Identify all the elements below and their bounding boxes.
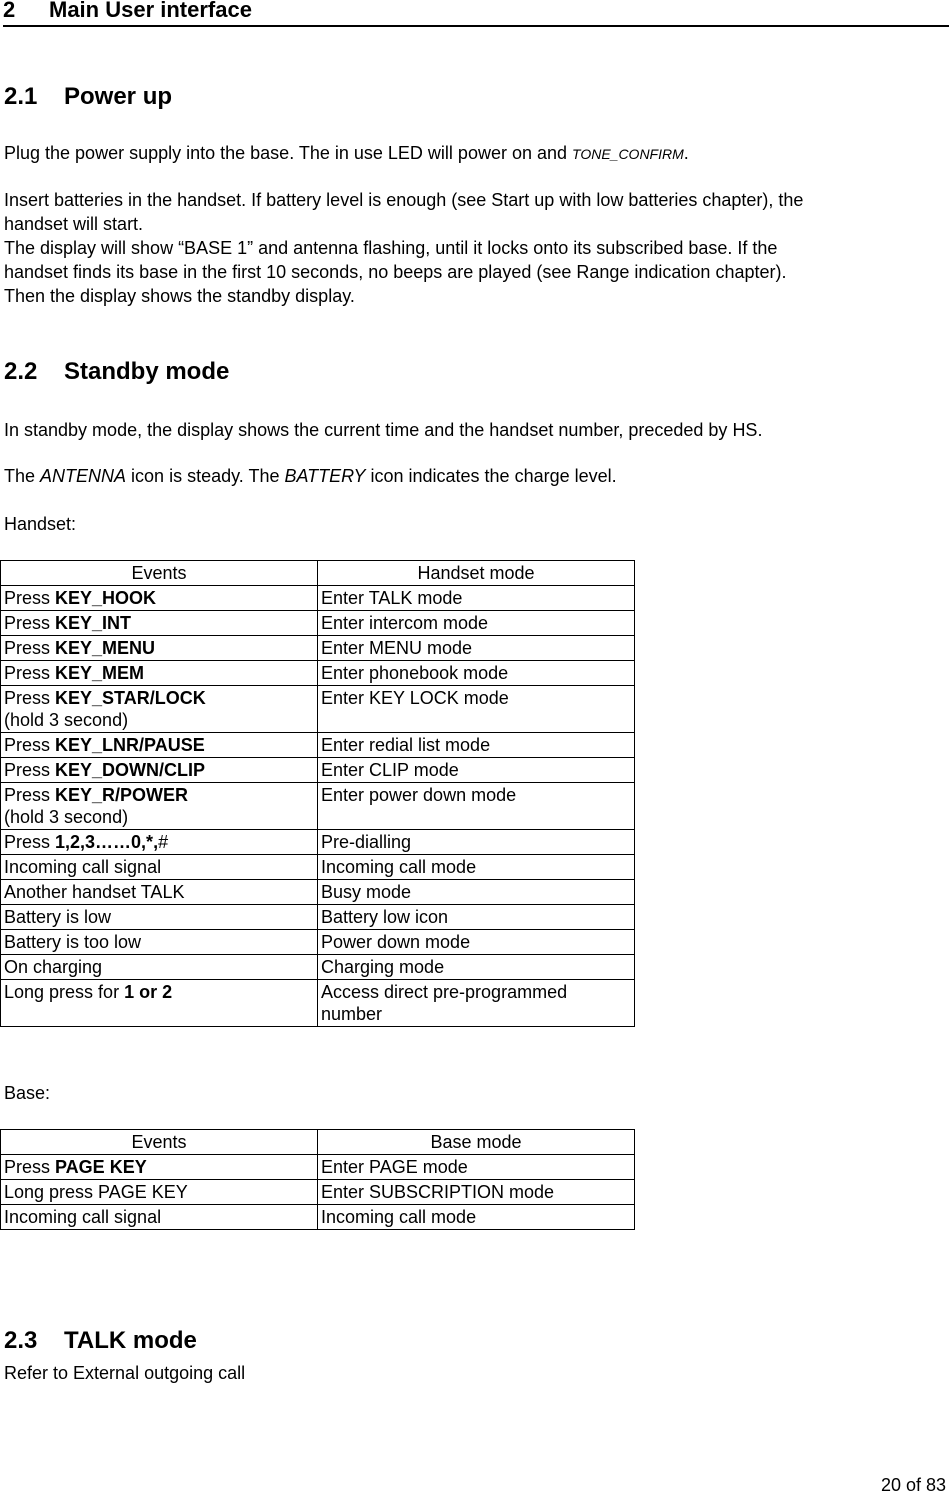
event-prefix: Press — [4, 1157, 56, 1177]
event-note: (hold 3 second) — [4, 710, 129, 730]
power-up-paragraph-2 — [4, 188, 803, 308]
mode-cell: Enter phonebook mode — [318, 661, 635, 686]
paragraph-line: Insert batteries in the handset. If battery level is enough (see Start up with low batteries chapter), the — [4, 190, 804, 210]
event-suffix: # — [158, 832, 169, 852]
event-cell — [1, 880, 318, 905]
table-row — [1, 855, 635, 880]
event-cell — [1, 733, 318, 758]
event-prefix: Press — [4, 688, 56, 708]
event-bold: KEY_HOOK — [55, 588, 157, 608]
mode-cell: Enter CLIP mode — [318, 758, 635, 783]
event-prefix: Incoming call signal — [4, 857, 162, 877]
event-cell — [1, 783, 318, 830]
chapter-number: 2 — [3, 0, 16, 22]
event-bold: KEY_R/POWER — [55, 785, 189, 805]
table-row — [1, 880, 635, 905]
paragraph-text: icon indicates the charge level. — [365, 466, 617, 486]
section-title: TALK mode — [64, 1327, 197, 1354]
mode-cell: Enter intercom mode — [318, 611, 635, 636]
table-row — [1, 905, 635, 930]
event-cell — [1, 905, 318, 930]
table-row — [1, 661, 635, 686]
event-bold: KEY_MEM — [55, 663, 145, 683]
event-prefix: Press — [4, 638, 56, 658]
event-bold: 1 or 2 — [124, 982, 173, 1002]
paragraph-line: The display will show “BASE 1” and antenna flashing, until it locks onto its subscribed base. If the — [4, 238, 778, 258]
mode-cell: Power down mode — [318, 930, 635, 955]
base-events-table — [0, 1129, 635, 1230]
section-number: 2.3 — [4, 1327, 38, 1354]
event-cell — [1, 980, 318, 1027]
section-heading-talk-mode — [4, 1327, 197, 1355]
event-cell — [1, 1205, 318, 1230]
section-number: 2.1 — [4, 83, 38, 110]
event-cell — [1, 1155, 318, 1180]
mode-cell: Enter PAGE mode — [318, 1155, 635, 1180]
event-cell — [1, 758, 318, 783]
event-note: (hold 3 second) — [4, 807, 129, 827]
event-prefix: Another handset TALK — [4, 882, 185, 902]
table-row — [1, 611, 635, 636]
paragraph-end: . — [683, 143, 689, 163]
event-cell — [1, 636, 318, 661]
event-prefix: Incoming call signal — [4, 1207, 162, 1227]
section-number: 2.2 — [4, 358, 38, 385]
paragraph-line: Then the display shows the standby display. — [4, 286, 355, 306]
paragraph-text: The — [4, 466, 41, 486]
handset-events-table — [0, 560, 635, 1027]
event-prefix: Long press PAGE KEY — [4, 1182, 188, 1202]
event-cell — [1, 586, 318, 611]
event-prefix: Press — [4, 735, 56, 755]
section-heading-power-up — [4, 83, 172, 111]
table-row — [1, 930, 635, 955]
mode-cell: Access direct pre-programmed number — [318, 980, 635, 1027]
paragraph-text: Plug the power supply into the base. The in use LED will power on and — [4, 143, 573, 163]
tone-confirm-term: TONE_CONFIRM — [572, 146, 684, 162]
event-prefix: Press — [4, 588, 56, 608]
column-header-handset-mode: Handset mode — [318, 561, 635, 586]
column-header-events: Events — [1, 1130, 318, 1155]
standby-paragraph-1: In standby mode, the display shows the current time and the handset number, preceded by HS. — [4, 420, 763, 440]
event-prefix: Long press for — [4, 982, 125, 1002]
event-cell — [1, 955, 318, 980]
mode-cell: Incoming call mode — [318, 855, 635, 880]
event-bold: PAGE KEY — [55, 1157, 147, 1177]
event-prefix: Press — [4, 613, 56, 633]
table-header-row — [1, 561, 635, 586]
antenna-term: ANTENNA — [40, 466, 127, 486]
standby-paragraph-2 — [4, 464, 617, 488]
mode-cell: Battery low icon — [318, 905, 635, 930]
table-row — [1, 955, 635, 980]
paragraph-line: handset will start. — [4, 214, 144, 234]
mode-cell: Enter power down mode — [318, 783, 635, 830]
event-bold: KEY_STAR/LOCK — [55, 688, 206, 708]
table-row — [1, 733, 635, 758]
event-bold: KEY_LNR/PAUSE — [55, 735, 205, 755]
mode-cell: Charging mode — [318, 955, 635, 980]
table-row — [1, 758, 635, 783]
event-prefix: Press — [4, 760, 56, 780]
table-row — [1, 1155, 635, 1180]
event-cell — [1, 686, 318, 733]
section-title: Standby mode — [64, 358, 230, 385]
table-row — [1, 980, 635, 1027]
mode-cell: Incoming call mode — [318, 1205, 635, 1230]
mode-cell: Enter MENU mode — [318, 636, 635, 661]
column-header-events: Events — [1, 561, 318, 586]
base-label: Base: — [4, 1083, 51, 1103]
talk-mode-paragraph: Refer to External outgoing call — [4, 1363, 246, 1383]
section-title: Power up — [64, 83, 173, 110]
event-cell — [1, 611, 318, 636]
mode-cell: Enter TALK mode — [318, 586, 635, 611]
event-prefix: On charging — [4, 957, 103, 977]
paragraph-line: handset finds its base in the first 10 seconds, no beeps are played (see Range indication chapter). — [4, 262, 787, 282]
mode-cell: Busy mode — [318, 880, 635, 905]
event-cell — [1, 830, 318, 855]
mode-cell: Enter SUBSCRIPTION mode — [318, 1180, 635, 1205]
column-header-base-mode: Base mode — [318, 1130, 635, 1155]
power-up-paragraph-1 — [4, 141, 689, 166]
handset-label: Handset: — [4, 514, 77, 534]
table-row — [1, 636, 635, 661]
event-bold: 1,2,3……0,*, — [55, 832, 159, 852]
table-row — [1, 783, 635, 830]
section-heading-standby-mode — [4, 358, 229, 386]
table-row — [1, 1205, 635, 1230]
event-bold: KEY_MENU — [55, 638, 156, 658]
event-bold: KEY_DOWN/CLIP — [55, 760, 206, 780]
chapter-heading — [3, 0, 949, 27]
event-prefix: Battery is low — [4, 907, 112, 927]
chapter-title: Main User interface — [49, 0, 252, 22]
event-prefix: Press — [4, 663, 56, 683]
event-prefix: Press — [4, 785, 56, 805]
event-bold: KEY_INT — [55, 613, 132, 633]
event-cell — [1, 930, 318, 955]
table-row — [1, 686, 635, 733]
event-cell — [1, 855, 318, 880]
table-row — [1, 1180, 635, 1205]
paragraph-text: icon is steady. The — [126, 466, 285, 486]
battery-term: BATTERY — [284, 466, 366, 486]
event-cell — [1, 661, 318, 686]
table-header-row — [1, 1130, 635, 1155]
mode-cell: Enter redial list mode — [318, 733, 635, 758]
event-cell — [1, 1180, 318, 1205]
event-prefix: Press — [4, 832, 56, 852]
event-prefix: Battery is too low — [4, 932, 142, 952]
page-number: 20 of 83 — [880, 1475, 946, 1495]
mode-cell: Pre-dialling — [318, 830, 635, 855]
table-row — [1, 586, 635, 611]
table-row — [1, 830, 635, 855]
mode-cell: Enter KEY LOCK mode — [318, 686, 635, 733]
